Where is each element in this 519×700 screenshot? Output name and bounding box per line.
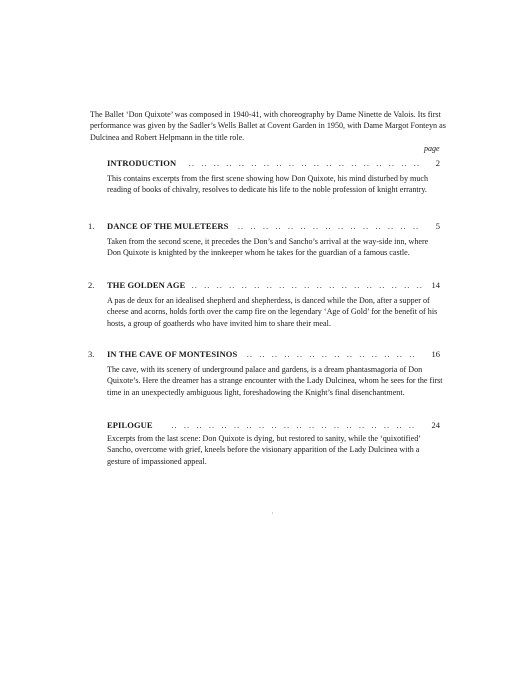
entry-description: This contains excerpts from the first scene showing how Don Quixote, his mind disturbed by much reading of books of chivalry, resolves to dedicate his life to the noble profession of knight errantry.: [107, 174, 428, 195]
entry-title-row: [107, 221, 437, 232]
dot-leader: .. .. .. .. .. .. .. .. .. .. .. .. .. .. .. .. .. .. .. ..: [152, 420, 416, 430]
entry-page-number: 24: [431, 420, 440, 430]
dot-leader: .. .. .. .. .. .. .. .. .. .. .. .. .. ..: [237, 349, 416, 359]
entry-page-number: 2: [435, 158, 440, 168]
entry-description: Excerpts from the last scene: Don Quixote is dying, but restored to sanity, while the ‘quixotified’ Sancho, overcome with grief, kneels before the visionary apparition of the Lady Dulcinea with a gesture of impassioned appeal.: [107, 434, 421, 466]
entry-title-row: [107, 349, 437, 360]
entry-description: A pas de deux for an idealised shepherd and shepherdess, is danced while the Don, after a supper of cheese and acorns, holds forth over the camp fire on the legendary ‘Age of Gold’ for the benefit of his hosts, a group of goatherds who have invited him to share their meal.: [107, 296, 438, 328]
entry-title: INTRODUCTION: [107, 158, 177, 168]
entry-page-number: 5: [435, 221, 440, 231]
scan-speck: [272, 512, 273, 514]
entry-description: Taken from the second scene, it precedes the Don’s and Sancho’s arrival at the way-side inn, where Don Quixote is knighted by the innkeeper whom he takes for the guardian of a famous castle.: [107, 237, 429, 258]
intro-paragraph: The Ballet ‘Don Quixote’ was composed in 1940-41, with choreography by Dame Ninette de Valois. Its first performance was given by the Sadler’s Wells Ballet at Covent Garden in 1950, with Dame Margot Fonteyn as Dulcinea and Robert Helpmann in the title role.: [90, 110, 446, 142]
page-column-label: page: [424, 144, 440, 153]
entry-title: EPILOGUE: [107, 420, 153, 430]
dot-leader: .. .. .. .. .. .. .. .. .. .. .. .. .. .. .. .. .. .. ..: [185, 280, 423, 290]
dot-leader: .. .. .. .. .. .. .. .. .. .. .. .. .. .. .. .. .. .. ..: [176, 158, 420, 168]
entry-title: DANCE OF THE MULETEERS: [107, 221, 229, 231]
entry-page-number: 14: [431, 280, 440, 290]
dot-leader: .. .. .. .. .. .. .. .. .. .. .. .. .. .. ..: [228, 221, 420, 231]
entry-description: The cave, with its scenery of underground palace and gardens, is a dream phantasmagoria of Don Quixote’s. Here the dreamer has a strange encounter with the Lady Dulcinea, whom he sees for the first time in an unexpectedly ambiguous light, foreshadowing the Knight’s final disenchantment.: [107, 365, 443, 397]
entry-title-row: [107, 158, 437, 169]
entry-title-row: [107, 420, 437, 431]
entry-number: 1.: [88, 221, 95, 231]
entry-title: IN THE CAVE OF MONTESINOS: [107, 349, 238, 359]
entry-page-number: 16: [431, 349, 440, 359]
entry-title-row: [107, 280, 437, 291]
entry-number: 3.: [88, 349, 95, 359]
entry-title: THE GOLDEN AGE: [107, 280, 186, 290]
entry-number: 2.: [88, 280, 95, 290]
